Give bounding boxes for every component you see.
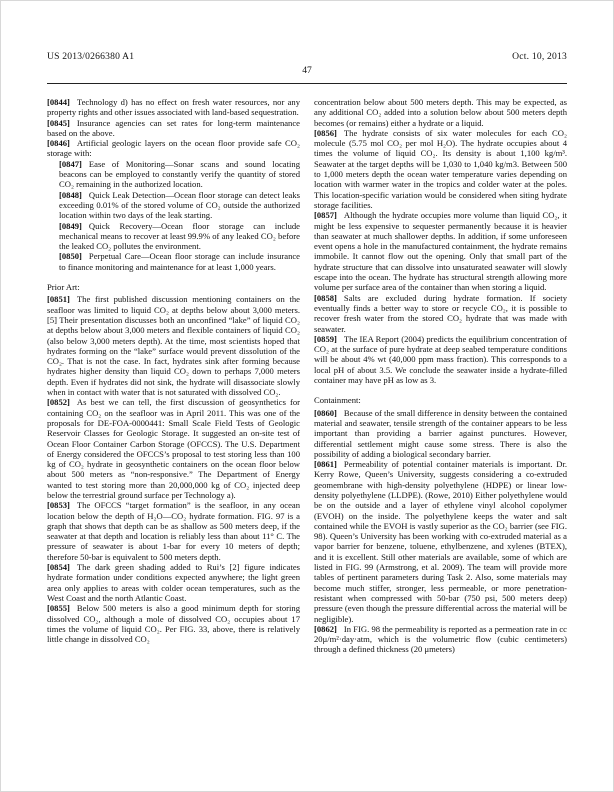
paragraph-continuation (314, 97, 567, 128)
paragraph-text: The hydrate consists of six water molecules for each CO₂ molecule (5.75 mol CO₂ per mol H₂O). The hydrate occupies about 4 times the volume of liquid CO₂. Its density is about 1,100 kg/m³. Seawater at the target depths will be 1,030 to 1,040 kg/m3. Between 500 to 1,000 meters depth the ocean water temperature varies depending on location with warmer water in the tropics and colder water at the poles. This location-specific variation would be considered when siting hydrate storage facilities. (314, 127, 567, 210)
paragraph-text: Below 500 meters is also a good minimum depth for storing dissolved CO₂, although a mole of dissolved CO₂ occupies about 17 times the volume of liquid CO₂. Per FIG. 33, above, there is relatively little change in dissolved CO₂ (47, 603, 300, 645)
patent-number: US 2013/0266380 A1 (47, 51, 135, 62)
paragraph-0860 (314, 408, 567, 459)
paragraph-text: Ease of Monitoring—Sonar scans and sound locating beacons can be employed to constantly verify the quantity of stored CO₂ remaining in the authorized location. (59, 158, 300, 190)
paragraph-0859 (314, 334, 567, 385)
paragraph-text: The IEA Report (2004) predicts the equilibrium concentration of CO₂ at the surface of pure hydrate at deep seabed temperature conditions will be about 4% wt (40,000 ppm mass fraction). This corresponds to a local pH of about 3.5. We conclude the seawater inside a hydrate-filled container may have pH as low as 3. (314, 333, 567, 386)
paragraph-text: Insurance agencies can set rates for long-term maintenance based on the above. (47, 117, 300, 138)
paragraph-0846 (47, 138, 300, 159)
paragraph-number: [0855] (47, 603, 70, 614)
paragraph-0862 (314, 624, 567, 655)
paragraph-number: [0860] (314, 407, 337, 418)
paragraph-0850 (47, 251, 300, 272)
paragraph-0854 (47, 562, 300, 603)
paragraph-text: concentration below about 500 meters depth. This may be expected, as any additional CO₂ added into a solution below about 500 meters depth becomes (or remains) either a hydrate or a liquid. (314, 97, 567, 128)
publication-date: Oct. 10, 2013 (512, 51, 567, 62)
paragraph-0851 (47, 294, 300, 397)
section-heading-prior-art: Prior Art: (47, 282, 80, 293)
paragraph-number: [0861] (314, 459, 337, 470)
paragraph-number: [0849] (59, 220, 82, 231)
paragraph-text: In FIG. 98 the permeability is reported as a permeation rate in cc 20μ/m²·day·atm, which is the volumetric flow (cubic centimeters) through a defined thickness (20 μmeters) (314, 623, 567, 655)
paragraph-number: [0859] (314, 333, 337, 344)
paragraph-text: Artificial geologic layers on the ocean floor provide safe CO₂ storage with: (47, 138, 300, 159)
paragraph-0855 (47, 603, 300, 644)
paragraph-0861 (314, 459, 567, 624)
paragraph-number: [0858] (314, 292, 337, 303)
page-body (1, 84, 613, 655)
paragraph-0848 (47, 190, 300, 221)
paragraph-number: [0854] (47, 562, 70, 573)
paragraph-0853 (47, 500, 300, 562)
paragraph-0856 (314, 128, 567, 210)
paragraph-text: Although the hydrate occupies more volume than liquid CO₂, it might be less expensive to sequester permanently because it is heavier than seawater at much shallower depths. In addition, if some unforeseen event opens a hole in the manufactured containment, the hydrate remains immobile. It cannot flow out the opening. Only that small part of the hydrate structure that can dissolve into unsaturated seawater will slowly escape into the ocean. The hydrate has structural strength allowing more volume per surface area of the container than when storing a liquid. (314, 210, 567, 293)
paragraph-number: [0853] (47, 500, 70, 511)
paragraph-number: [0862] (314, 623, 337, 634)
paragraph-text: As best we can tell, the first discussion of geosynthetics for containing CO₂ on the seafloor was in April 2011. This was one of the proposals for DE-FOA-0000441: Small Scale Field Tests of Geologic Reservoir Classes for Geologic Storage. It suggested an on-site test of Ocean Floor Container Carbon Storage (OFCCS). The U.S. Department of Energy considered the OFCCS’s proposal to test storing less than 100 kg of CO₂ hydrate in geosynthetic containers on the ocean floor below about 500 meters as “non-responsive.” The Department of Energy wanted to test storing more than 20,000,000 kg of CO₂ injected deep below the terrestrial ground surface per Technology a). (47, 397, 300, 500)
paragraph-text: Technology d) has no effect on fresh water resources, nor any property rights and other issues associated with land-based sequestration. (47, 97, 300, 118)
paragraph-number: [0852] (47, 397, 70, 408)
right-column (314, 97, 567, 655)
paragraph-number: [0857] (314, 210, 337, 221)
paragraph-text: Permeability of potential container materials is important. Dr. Kerry Rowe, Queen’s University, suggests considering a co-extruded geomembrane with high-density polyethylene (HDPE) or linear low-density polyethylene (LLDPE). (Rowe, 2010) Either polyethylene would be on the outside and a layer of ethylene vinyl alcohol copolymer (EVOH) on the inside. The polyethylene keeps the water and salt contained while the EVOH is vastly superior as the CO₂ barrier (see FIG. 98). Queen’s University has been working with co-extruded material as a vapor barrier for benzene, toluene, ethylbenzene, and xylenes (BTEX), and it is excellent. Still other materials are available, some of which are listed in FIG. 99 (Armstrong, et al. 2009). The team will provide more tables of pertinent parameters during Task 2. Also, some materials may become much stiffer, stronger, less permeable, or more penetration-resistant when compressed with 50-bar (750 psi, 500 meters deep) pressure (even though the pressure differential across the material will be negligible). (314, 459, 567, 624)
paragraph-number: [0851] (47, 294, 70, 305)
left-column (47, 97, 300, 655)
page-number: 47 (302, 65, 312, 76)
paragraph-0849 (47, 221, 300, 252)
paragraph-0858 (314, 293, 567, 334)
paragraph-number: [0846] (47, 138, 70, 149)
paragraph-number: [0847] (59, 158, 82, 169)
paragraph-0844 (47, 97, 300, 118)
paragraph-text: The first published discussion mentioning containers on the seafloor was limited to liquid CO₂ at depths below about 3,000 meters. [5] Their presentation discusses both an unconfined “lake” of liquid CO₂ at depths below about 3,000 meters and flexible containers of liquid CO₂ (also below 3,000 meters depth). At the time, most scientists hoped that hydrates forming on the “lake” surface would prevent dissolution of the CO₂. That is not the case. In fact, hydrates sink after forming because hydrates higher density than liquid CO₂ down to perhaps 7,000 meters depth. Even if hydrates did not sink, the hydrate will disassociate slowly when in contact with water that is not saturated with dissolved CO₂. (47, 294, 300, 398)
page-header (1, 1, 613, 62)
paragraph-number: [0844] (47, 97, 70, 107)
paragraph-text: Quick Recovery—Ocean floor storage can include mechanical means to recover at least 99.9% of any leaked CO₂ before the leaked CO₂ pollutes the environment. (59, 220, 300, 252)
paragraph-text: Salts are excluded during hydrate formation. If society eventually finds a better way to store or recycle CO₂, it is possible to recover fresh water from the stored CO₂ hydrate that was made with seawater. (314, 292, 567, 334)
paragraph-0845 (47, 118, 300, 139)
paragraph-number: [0848] (59, 189, 82, 200)
paragraph-text: Perpetual Care—Ocean floor storage can include insurance to finance monitoring and maintenance for at least 1,000 years. (59, 251, 300, 272)
paragraph-text: Quick Leak Detection—Ocean floor storage can detect leaks exceeding 0.01% of the stored volume of CO₂ outside the authorized location within two days of the leak starting. (59, 189, 300, 221)
paragraph-text: The OFCCS “target formation” is the seafloor, in any ocean location below the depth of H₂O—CO₂ hydrate formation. FIG. 97 is a graph that shows that depth can be as shallow as 500 meters deep, if the seawater at that depth and location is reliably less than about 11° C. The pressure of seawater is about 1-bar for every 10 meters of depth; therefore 50-bar is equivalent to 500 meters depth. (47, 500, 300, 562)
paragraph-text: The dark green shading added to Rui’s [2] figure indicates hydrate formation under conditions expected anywhere; the light green area only applies to areas with colder ocean temperatures, such as the West Coast and the north Atlantic Coast. (47, 562, 300, 603)
paragraph-0857 (314, 210, 567, 292)
paragraph-number: [0850] (59, 251, 82, 262)
paragraph-0852 (47, 397, 300, 500)
section-heading-containment: Containment: (314, 395, 361, 406)
paragraph-number: [0856] (314, 127, 337, 138)
paragraph-0847 (47, 159, 300, 190)
paragraph-number: [0845] (47, 117, 70, 128)
paragraph-text: Because of the small difference in density between the contained material and seawater, tensile strength of the container appears to be less important than providing a barrier against punctures. However, differential settlement might cause some stress. There is also the possibility of adding a biological secondary barrier. (314, 407, 567, 459)
